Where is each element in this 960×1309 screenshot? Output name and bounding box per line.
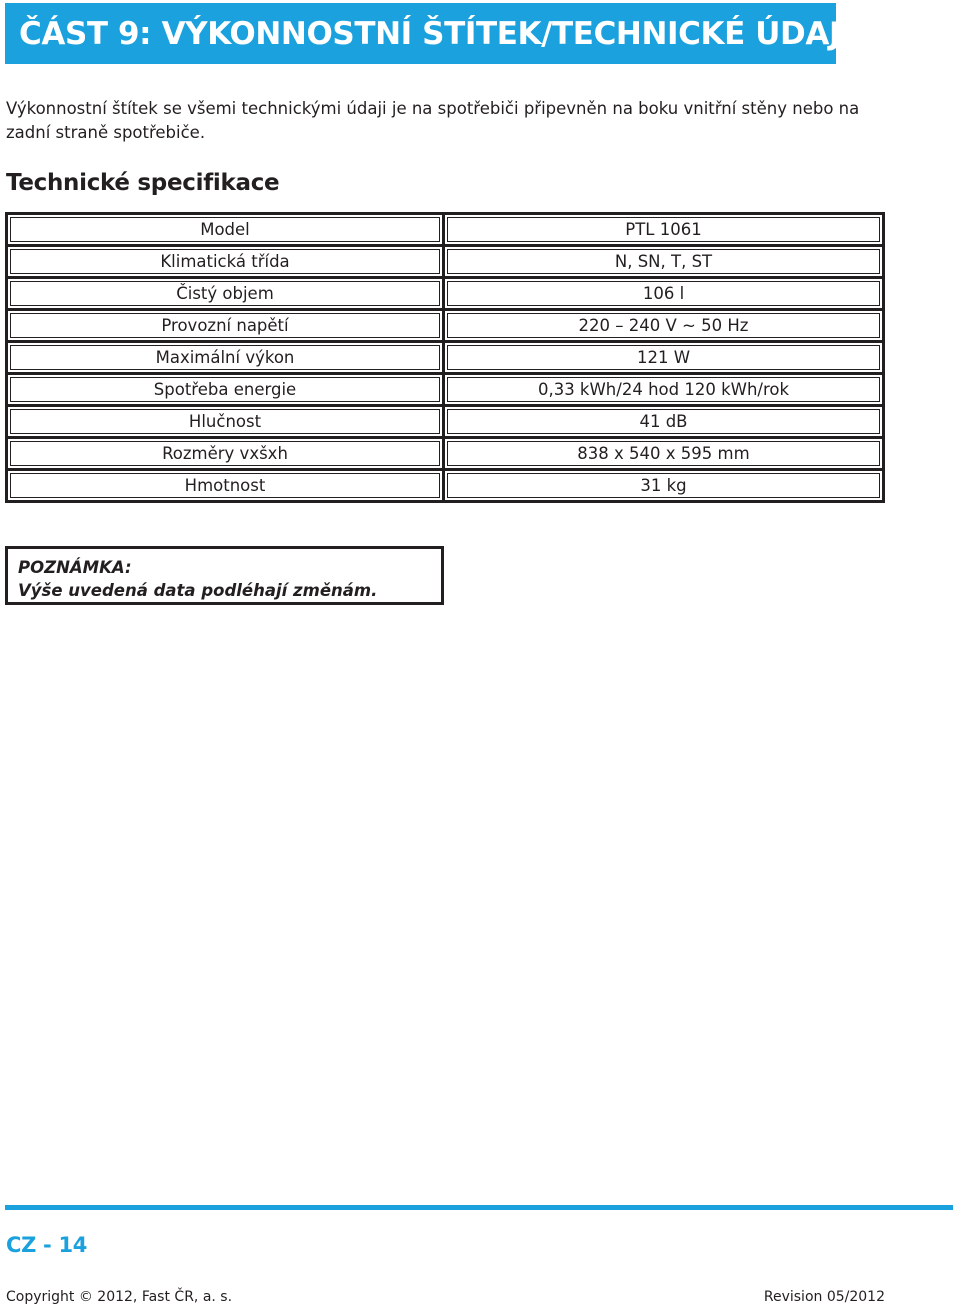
spec-label: Provozní napětí [8,311,442,340]
spec-value: PTL 1061 [445,215,882,244]
spec-value: 31 kg [445,471,882,500]
note-box [5,546,444,605]
spec-label: Klimatická třída [8,247,442,276]
spec-value: 220 – 240 V ~ 50 Hz [445,311,882,340]
spec-value: 41 dB [445,407,882,436]
table-row [8,311,882,340]
spec-label: Čistý objem [8,279,442,308]
note-title: POZNÁMKA: [18,558,132,577]
table-row [8,407,882,436]
section-title-bar [5,3,861,64]
spec-label: Model [8,215,442,244]
spec-label: Maximální výkon [8,343,442,372]
copyright-text: Copyright © 2012, Fast ČR, a. s. [6,1289,233,1305]
section-title: ČÁST 9: VÝKONNOSTNÍ ŠTÍTEK/TECHNICKÉ ÚDAJE [19,15,861,52]
specs-heading: Technické specifikace [6,170,280,196]
table-row [8,247,882,276]
spec-value: 106 l [445,279,882,308]
spec-value: 121 W [445,343,882,372]
page-number: CZ - 14 [6,1233,88,1257]
footer-divider [5,1205,953,1210]
spec-value: N, SN, T, ST [445,247,882,276]
spec-label: Spotřeba energie [8,375,442,404]
spec-label: Hmotnost [8,471,442,500]
table-row [8,279,882,308]
table-row [8,439,882,468]
note-text: Výše uvedená data podléhají změnám. [18,581,378,600]
specs-table [5,212,885,503]
table-row [8,375,882,404]
spec-value: 0,33 kWh/24 hod 120 kWh/rok [445,375,882,404]
intro-paragraph: Výkonnostní štítek se všemi technickými údaji je na spotřebiči připevněn na boku vnitřní stěny nebo na zadní straně spotřebiče. [6,99,860,142]
revision-text: Revision 05/2012 [763,1289,885,1305]
table-row [8,215,882,244]
table-row [8,343,882,372]
spec-value: 838 x 540 x 595 mm [445,439,882,468]
spec-label: Hlučnost [8,407,442,436]
spec-label: Rozměry vxšxh [8,439,442,468]
table-row [8,471,882,500]
